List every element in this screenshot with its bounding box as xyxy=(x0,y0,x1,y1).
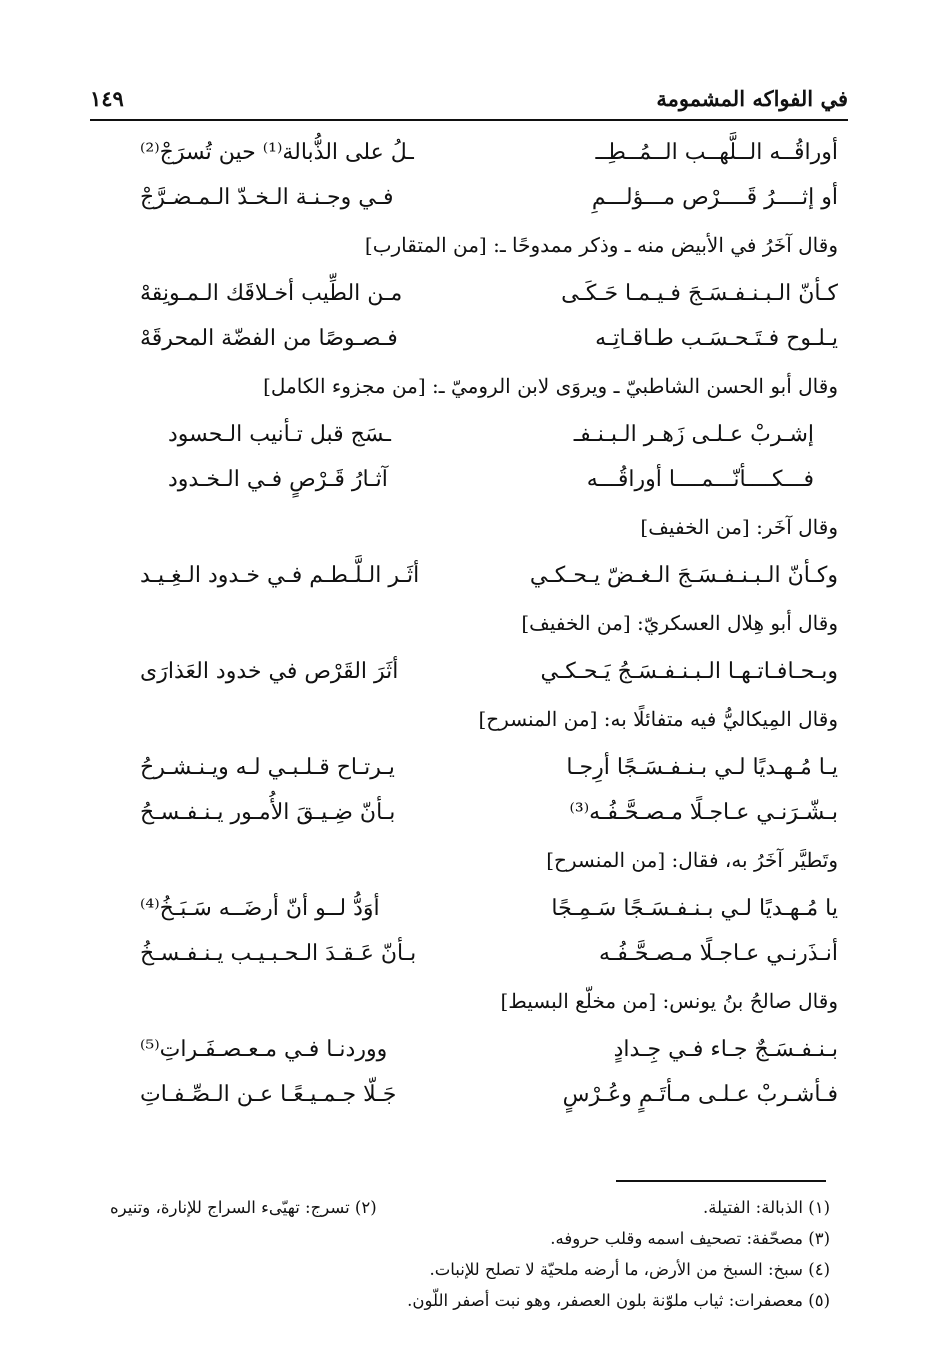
verse-line xyxy=(140,175,838,220)
header-divider xyxy=(90,119,848,121)
verse-line xyxy=(140,649,838,694)
verse-line xyxy=(140,130,838,175)
second-hemistich: ـلُ على الذُّبالة⁽¹⁾ حين تُسرَجْ⁽²⁾ xyxy=(140,140,414,165)
first-hemistich: فـــكــــأنّـــمــــا أوراقُـــه xyxy=(586,467,814,492)
footnote-2: (٢) تسرج: تهيّىء السراج للإنارة، وتنيره xyxy=(110,1198,377,1217)
second-hemistich: ـسَج قبل تـأنيب الـحسود xyxy=(168,422,391,447)
second-hemistich: ووردنـا فـي مـعـصـفَـراتِ⁽⁵⁾ xyxy=(140,1037,388,1062)
first-hemistich: يا مُـهـديًا لـي بـنـفـسَـجًا سَـمِـجًا xyxy=(551,896,838,921)
second-hemistich: يـرتـاح قـلـبـي لـه ويـنـشـرحُ xyxy=(140,755,395,780)
verse-introduction: وتَطيَّر آخَرُ به، فقال: [من المنسرح] xyxy=(546,848,838,872)
running-header xyxy=(90,84,848,120)
verse-line xyxy=(140,271,838,316)
first-hemistich: بـشّـرَنـي عـاجـلًا مـصـحَّـفُـه⁽³⁾ xyxy=(569,800,838,825)
second-hemistich: أثَـر الـلَّـطـم فـي خـدود الـغِـيـد xyxy=(140,563,420,588)
second-hemistich: مـن الطِّيب أخـلاقَك الـمـونِقهْ xyxy=(140,281,403,306)
first-hemistich: إشـربْ عـلـى زَهـر الـبـنـفـ xyxy=(573,422,814,447)
second-hemistich: بـأنّ ضِـيـقَ الأُمـور يـنـفـسـحُ xyxy=(140,800,396,825)
footnote-row xyxy=(110,1192,830,1223)
verse-introduction: وقال أبو هِلال العسكريّ: [من الخفيف] xyxy=(521,611,838,635)
second-hemistich: فـي وجـنـة الـخـدّ الـمـضـرَّجْ xyxy=(140,185,394,210)
first-hemistich: أوراقُــه الــلَّهــب الــمُــطِــ xyxy=(595,140,838,165)
second-hemistich: فـصـوصًا من الفضّة المحرقَهْ xyxy=(140,326,398,351)
first-hemistich: وكـأنّ الـبـنـفـسَـجَ الـغـضّ يـحـكـي xyxy=(529,563,838,588)
verse-line xyxy=(140,790,838,835)
verse-line xyxy=(140,412,838,457)
first-hemistich: بـنـفـسَـجٌ جـاء فـي جِـدادٍ xyxy=(613,1037,838,1062)
verse-introduction: وقال آخَر: [من الخفيف] xyxy=(640,515,838,539)
first-hemistich: وبـحـافـاتـهـا الـبـنـفـسَـجُ يَـحـكـي xyxy=(540,659,838,684)
first-hemistich: فـأشـربْ عـلـى مـأتَـمٍ وعُـرْسٍ xyxy=(562,1082,838,1107)
poem-body xyxy=(140,130,838,1117)
second-hemistich: أوَدُّ لــو أنّ أرضَــه سَـبَـخُ⁽⁴⁾ xyxy=(140,896,380,921)
footnote-3: (٣) مصحّفة: تصحيف اسمه وقلب حروفه. xyxy=(550,1229,830,1248)
verse-line xyxy=(140,316,838,361)
verse-introduction: وقال المِيكاليُّ فيه متفائلًا به: [من المنسرح] xyxy=(478,707,838,731)
verse-line xyxy=(140,745,838,790)
page-number: ١٤٩ xyxy=(90,86,124,111)
second-hemistich: أثَرَ القَرْص في خدود العَذارَى xyxy=(140,659,399,684)
verse-line xyxy=(140,1027,838,1072)
footnotes xyxy=(110,1192,830,1316)
chapter-title: في الفواكه المشمومة xyxy=(656,86,848,111)
verse-line xyxy=(140,1072,838,1117)
verse-introduction: وقال آخَرُ في الأبيض منه ـ وذكر ممدوحًا ـ: [من المتقارب] xyxy=(364,233,838,257)
first-hemistich: كـأنّ الـبـنـفـسَـجَ فـيـمـا حَـكَـى xyxy=(561,281,838,306)
footnote-4: (٤) سبخ: السبخ من الأرض، ما أرضه ملحيّة لا تصلح للإنبات. xyxy=(429,1260,830,1279)
verse-line xyxy=(140,931,838,976)
first-hemistich: يـلـوح فـتَـحـسَـب طـاقـاتِـه xyxy=(595,326,838,351)
second-hemistich: آثـارُ قَـرْصٍ فـي الـخـدود xyxy=(168,467,388,492)
verse-introduction: وقال أبو الحسن الشاطبيّ ـ ويروَى لابن الروميّ ـ: [من مجزوء الكامل] xyxy=(263,374,838,398)
verse-line xyxy=(140,886,838,931)
footnote-divider xyxy=(616,1180,826,1182)
second-hemistich: بـأنّ عَـقـدَ الـحـبـيـب يـنـفـسـخُ xyxy=(140,941,417,966)
first-hemistich: أو إثــــرُ قَــــرْص مـــؤلـــمِ xyxy=(591,185,838,210)
verse-line xyxy=(140,553,838,598)
footnote-5: (٥) معصفرات: ثياب ملوّنة بلون العصفر، وهو نبت أصفر اللّون. xyxy=(407,1291,830,1310)
verse-line xyxy=(140,457,838,502)
first-hemistich: أنـذَرنـي عـاجـلًا مـصـحَّـفُـه xyxy=(599,941,838,966)
verse-introduction: وقال صالحُ بنُ يونس: [من مخلّع البسيط] xyxy=(500,989,838,1013)
second-hemistich: جَـلّا جـمـيـعًـا عـن الـصِّـفـاتِ xyxy=(140,1082,397,1107)
first-hemistich: يـا مُـهـديًا لـي بـنـفـسَـجًا أرِجـا xyxy=(566,755,838,780)
footnote-1: (١) الذبالة: الفتيلة. xyxy=(702,1198,830,1217)
